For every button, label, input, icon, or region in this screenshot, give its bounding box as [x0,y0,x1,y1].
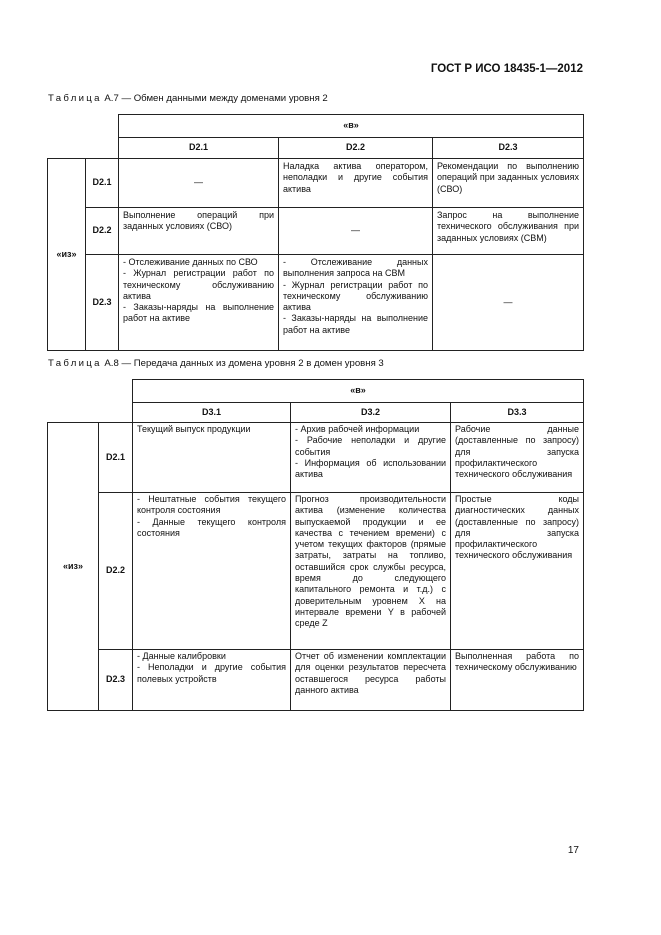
table-a7-cell: Выполнение операций при заданных условиях (СВО) [119,208,279,255]
table-row [48,650,584,711]
cell-line: - Данные текущего контроля состояния [137,516,286,538]
table-a7-cell: Наладка актива оператором, неполадки и другие события актива [279,159,433,208]
table-row [48,208,584,255]
table-a8-cell: Выполненная работа по техническому обслуживанию [451,650,584,711]
table-a7-cell: — [119,159,279,208]
table-a8-cell: Текущий выпуск продукции [133,423,291,493]
table-a8-cell: Простые коды диагностических данных (доставленные по запросу) для запуска профилактического технического обслуживания [451,493,584,650]
table-a8-cell: Прогноз производительности актива (изменение количества выпускаемой продукции и ее качества с течением времени) с учетом текущих факторов (прямые затраты, затраты на топливо, оставшийся срок службы ресурса, время до следующего капитального ремонта и т.д.) с доверительным уровнем X на интервале времени Y в рабочей среде Z [291,493,451,650]
table-a7-caption-text: А.7 — Обмен данными между доменами уровня 2 [104,93,328,104]
table-a7-from-header: «из» [48,159,86,351]
cell-line: - Отслеживание данных выполнения запроса на СВМ [283,257,428,279]
table-a7-row-header: D2.3 [86,255,119,351]
table-a7-col-header: D2.3 [433,138,584,159]
table-a8-corner [48,403,133,423]
table-a7-cell: — [279,208,433,255]
table-a8-caption-label: Таблица [48,358,102,369]
cell-line: - Журнал регистрации работ по техническому обслуживанию актива [283,279,428,313]
table-a8-from-header: «из» [48,423,99,711]
cell-line: - Рабочие неполадки и другие события [295,435,446,457]
table-row [48,159,584,208]
table-a7-cell [119,255,279,351]
cell-line: - Данные калибровки [137,651,226,661]
cell-line: - Архив рабочей информации [295,424,420,434]
table-a7-cell: — [433,255,584,351]
cell-line: - Заказы-наряды на выполнение работ на активе [123,302,274,324]
cell-line: - Неполадки и другие события полевых устройств [137,662,286,684]
cell-line: - Журнал регистрации работ по техническому обслуживанию актива [123,268,274,301]
table-a8-cell [133,650,291,711]
table-a8-cell [133,493,291,650]
cell-line: - Отслеживание данных по СВО [123,257,258,267]
document-header: ГОСТ Р ИСО 18435-1—2012 [430,63,583,75]
table-a7-caption [48,93,328,104]
table-a7-row-header: D2.2 [86,208,119,255]
table-a7-cell [279,255,433,351]
table-a8-col-header: D3.3 [451,403,584,423]
table-a7-to-header: «в» [119,115,584,138]
cell-line: - Заказы-наряды на выполнение работ на активе [283,313,428,335]
table-a8-col-header: D3.2 [291,403,451,423]
table-a8-caption [48,358,384,369]
table-a7-row-header: D2.1 [86,159,119,208]
table-a7 [47,114,584,351]
table-a7-cell: Рекомендации по выполнению операций при заданных условиях (СВО) [433,159,584,208]
table-a8-corner [48,380,133,403]
table-a7-caption-label: Таблица [48,93,102,104]
table-a7-corner [48,115,119,138]
table-row [48,423,584,493]
table-a8-to-header: «в» [133,380,584,403]
table-a8-row-header: D2.2 [99,493,133,650]
cell-line: - Нештатные события текущего контроля состояния [137,494,286,516]
table-row [48,255,584,351]
table-row [48,493,584,650]
table-a8-col-header: D3.1 [133,403,291,423]
cell-line: - Информация об использовании актива [295,457,446,480]
table-a8 [47,379,584,711]
table-a7-corner [48,138,119,159]
table-a8-cell [291,423,451,493]
table-a7-col-header: D2.1 [119,138,279,159]
page-number: 17 [567,845,579,856]
table-a8-row-header: D2.3 [99,650,133,711]
table-a8-cell: Отчет об изменении комплектации для оценки результатов пересчета оставшегося ресурса работы данного актива [291,650,451,711]
table-a8-cell: Рабочие данные (доставленные по запросу) для запуска профилактического технического обслуживания [451,423,584,493]
table-a7-col-header: D2.2 [279,138,433,159]
table-a8-row-header: D2.1 [99,423,133,493]
table-a7-cell: Запрос на выполнение технического обслуживания при заданных условиях (СВМ) [433,208,584,255]
table-a8-caption-text: А.8 — Передача данных из домена уровня 2 в домен уровня 3 [104,358,384,369]
